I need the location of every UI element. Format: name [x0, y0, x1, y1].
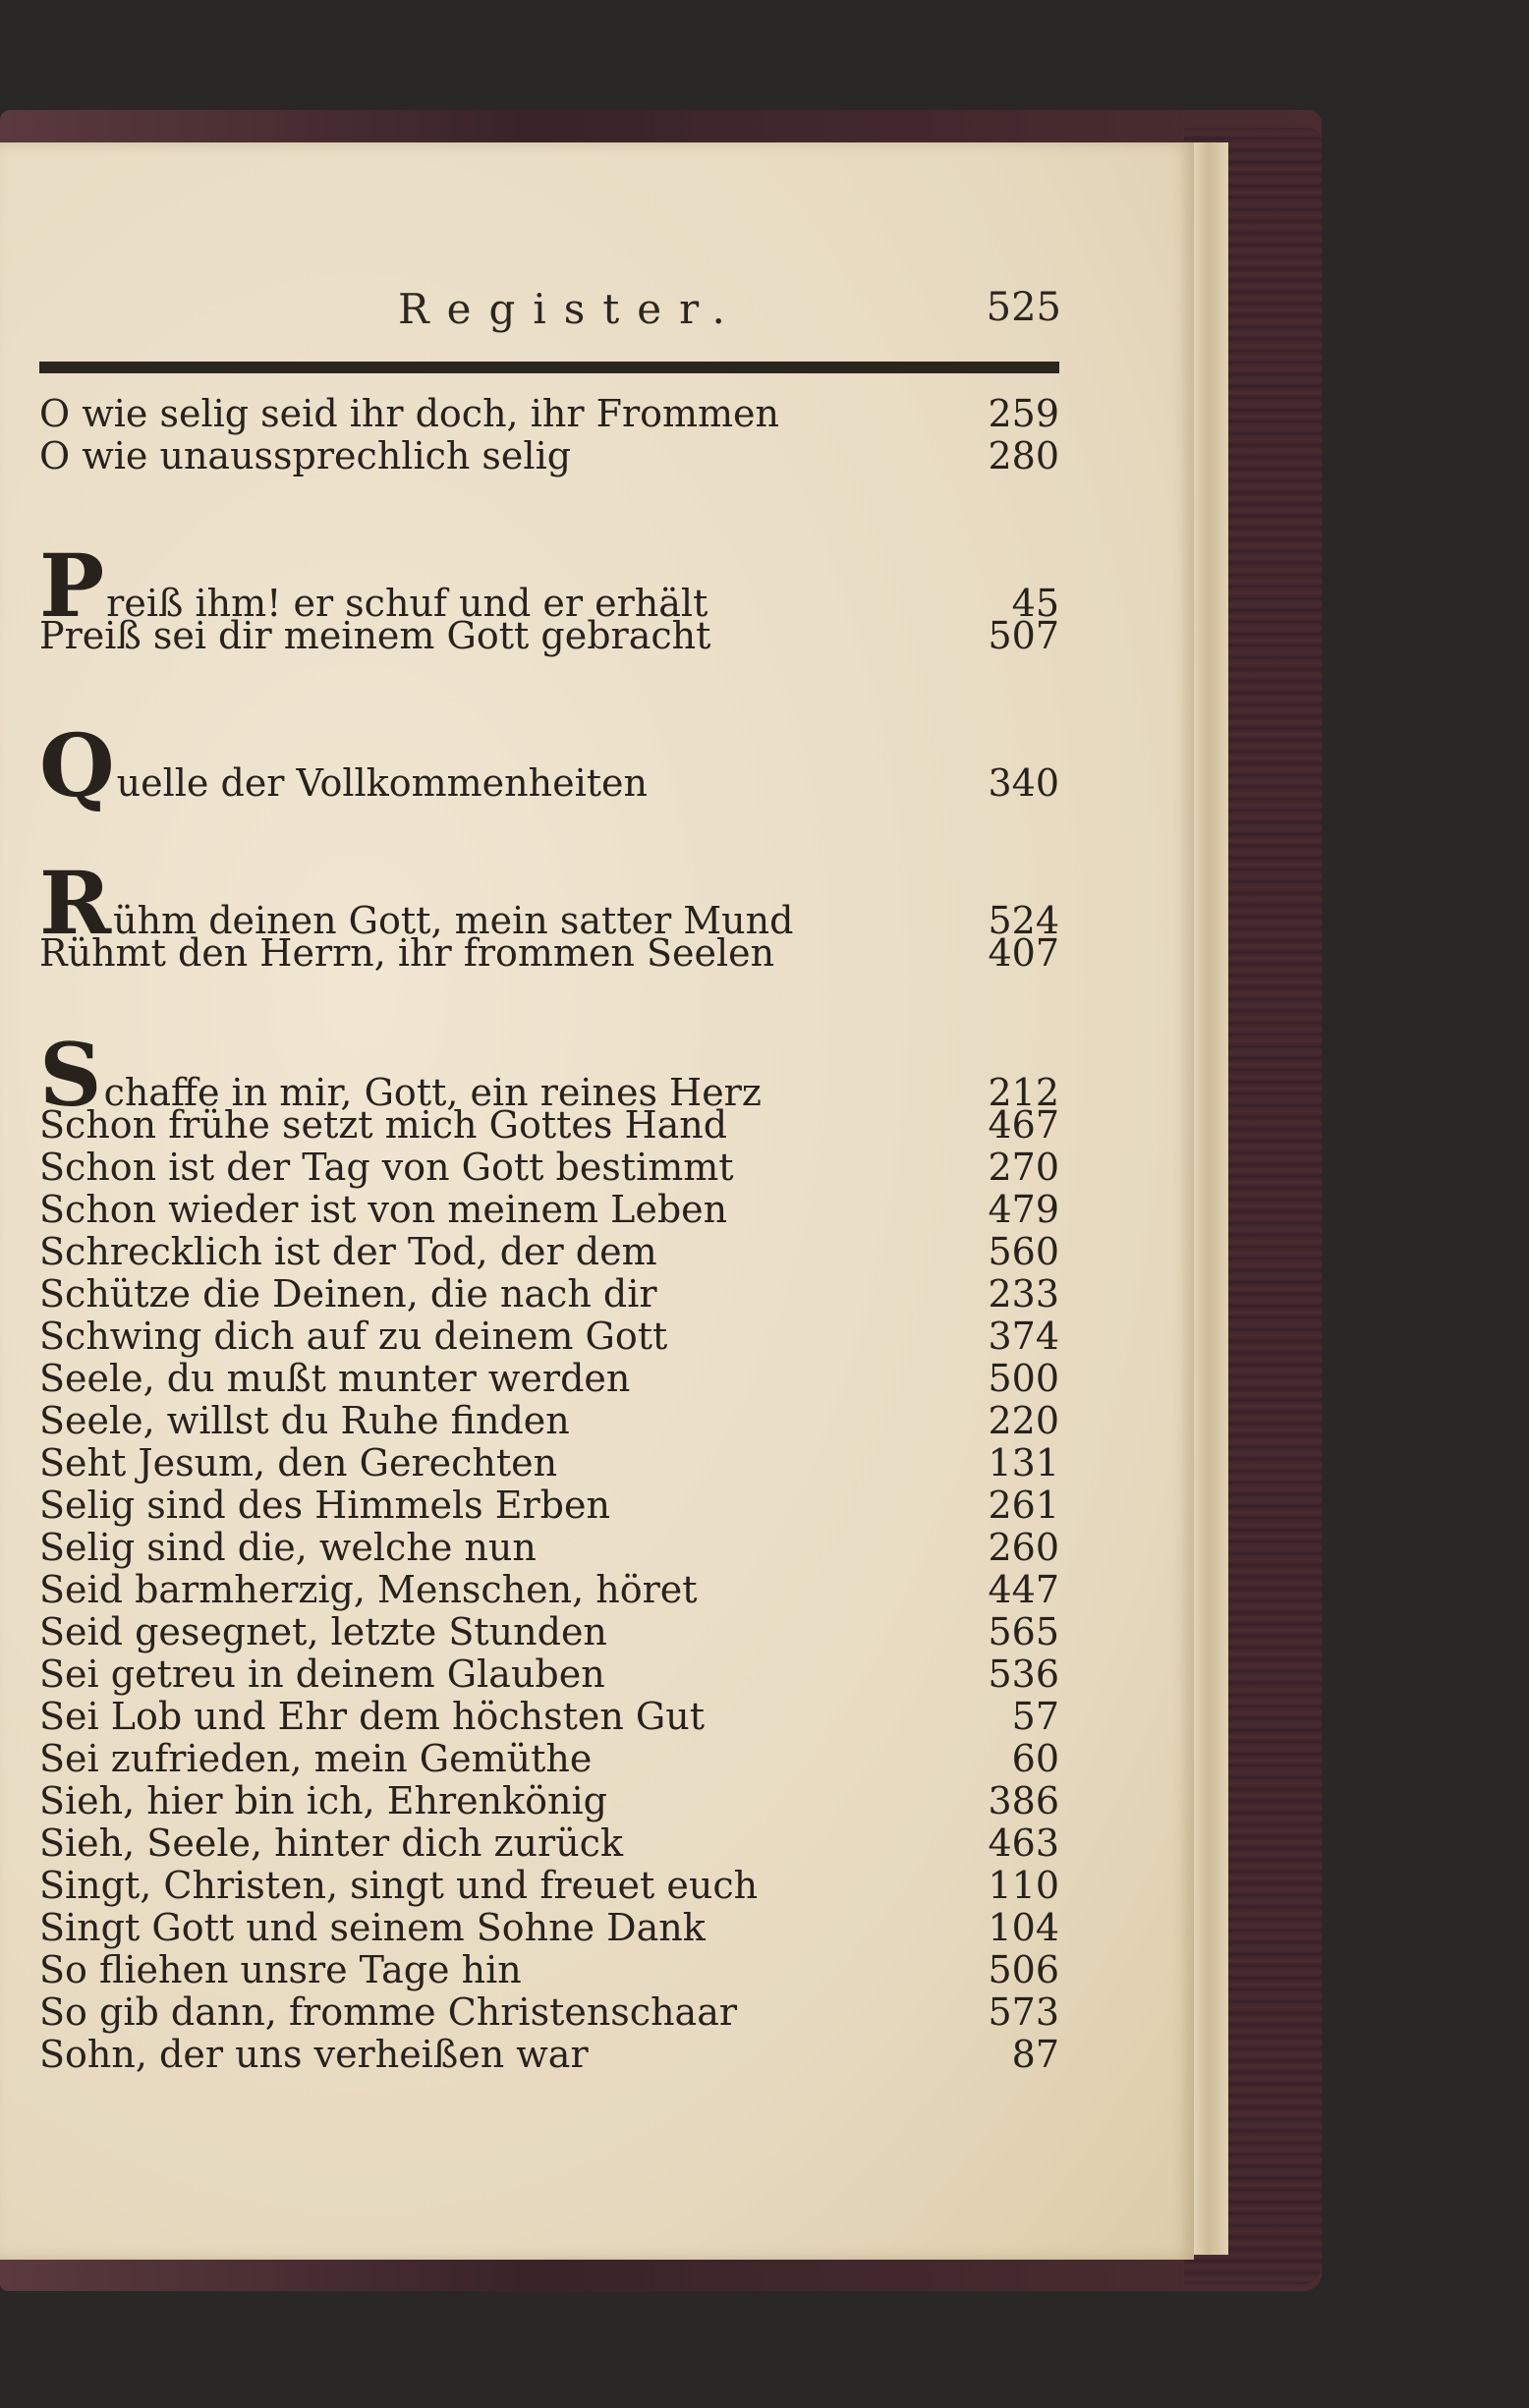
- index-entry: [39, 932, 1059, 975]
- entry-title: [39, 714, 648, 816]
- index-entry: [39, 1865, 1059, 1907]
- entry-page: 467: [988, 1103, 1059, 1147]
- entry-title: Schon ist der Tag von Gott bestimmt: [39, 1146, 734, 1189]
- entry-page: 261: [988, 1484, 1059, 1527]
- entry-page: 536: [988, 1652, 1059, 1696]
- index-entry: [39, 1991, 1059, 2034]
- entry-title: Sieh, hier bin ich, Ehrenkönig: [39, 1779, 607, 1822]
- entry-page: 479: [988, 1188, 1059, 1231]
- entry-title: Schütze die Deinen, die nach dir: [39, 1272, 657, 1316]
- entry-title: Sohn, der uns verheißen war: [39, 2033, 589, 2076]
- entry-title: Seele, du mußt munter werden: [39, 1357, 631, 1400]
- entry-title: Schon wieder ist von meinem Leben: [39, 1188, 728, 1231]
- index-entry: [39, 1780, 1059, 1822]
- index-entry: [39, 1822, 1059, 1865]
- index-entry: [39, 1104, 1059, 1147]
- entry-page: 57: [1011, 1695, 1059, 1738]
- entry-title: So gib dann, fromme Christenschaar: [39, 1990, 738, 2034]
- header-rule: [39, 362, 1059, 373]
- index-entry: [39, 1189, 1059, 1231]
- entry-page: 110: [988, 1864, 1059, 1907]
- index-entry-initial: [39, 714, 1059, 816]
- entry-title: Seht Jesum, den Gerechten: [39, 1441, 558, 1484]
- entry-page: 340: [988, 761, 1059, 805]
- entry-page: 374: [988, 1315, 1059, 1358]
- entry-page: 270: [988, 1146, 1059, 1189]
- index-entry: [39, 1358, 1059, 1400]
- entry-title-rest: reiß ihm! er schuf und er erhält: [106, 582, 708, 625]
- index-entry: [39, 435, 1059, 477]
- entry-page: 524: [988, 899, 1059, 942]
- entry-page: 60: [1011, 1737, 1059, 1780]
- entry-page: 573: [988, 1990, 1059, 2034]
- entry-page: 212: [988, 1071, 1059, 1114]
- entry-title-rest: uelle der Vollkommenheiten: [116, 761, 648, 805]
- entry-page: 260: [988, 1526, 1059, 1569]
- index-entry: [39, 1273, 1059, 1316]
- index-entry: [39, 1527, 1059, 1569]
- entry-title: O wie selig seid ihr doch, ihr Frommen: [39, 392, 780, 435]
- entry-page: 447: [988, 1568, 1059, 1611]
- entry-title: Selig sind die, welche nun: [39, 1526, 537, 1569]
- entry-page: 386: [988, 1779, 1059, 1822]
- entry-title: Schrecklich ist der Tod, der dem: [39, 1230, 657, 1273]
- index-entry: [39, 1738, 1059, 1780]
- index-entry: [39, 1569, 1059, 1611]
- entry-title: Sei zufrieden, mein Gemüthe: [39, 1737, 593, 1780]
- index-entry: [39, 1696, 1059, 1738]
- index-entry: [39, 1949, 1059, 1991]
- drop-initial: P: [39, 534, 105, 637]
- index-entry: [39, 1316, 1059, 1358]
- entry-page: 220: [988, 1399, 1059, 1442]
- entry-page: 131: [988, 1441, 1059, 1484]
- entry-title: Schwing dich auf zu deinem Gott: [39, 1315, 668, 1358]
- drop-initial: S: [39, 1024, 102, 1126]
- index-entry: [39, 1147, 1059, 1189]
- entry-title: Seid barmherzig, Menschen, höret: [39, 1568, 698, 1611]
- index-entry: [39, 1907, 1059, 1949]
- entry-page: 560: [988, 1230, 1059, 1273]
- entry-page: 280: [988, 434, 1059, 477]
- entry-page: 104: [988, 1906, 1059, 1949]
- entry-page: 407: [988, 931, 1059, 975]
- index-entry: [39, 1400, 1059, 1442]
- entry-title-rest: ühm deinen Gott, mein satter Mund: [113, 899, 794, 942]
- entry-title: Sei getreu in deinem Glauben: [39, 1652, 605, 1696]
- entry-title: Sieh, Seele, hinter dich zurück: [39, 1821, 623, 1865]
- entry-page: 565: [988, 1610, 1059, 1653]
- entry-title: Seele, willst du Ruhe finden: [39, 1399, 570, 1442]
- entry-title: Singt Gott und seinem Sohne Dank: [39, 1906, 706, 1949]
- entry-page: 506: [988, 1948, 1059, 1991]
- entry-page: 233: [988, 1272, 1059, 1316]
- entry-title-rest: chaffe in mir, Gott, ein reines Herz: [103, 1071, 762, 1114]
- page-number: 525: [986, 285, 1061, 330]
- index-entry: [39, 615, 1059, 657]
- entry-page: 87: [1011, 2033, 1059, 2076]
- entry-title: So fliehen unsre Tage hin: [39, 1948, 522, 1991]
- entry-page: 463: [988, 1821, 1059, 1865]
- index-entry: [39, 1484, 1059, 1527]
- entry-page: 500: [988, 1357, 1059, 1400]
- drop-initial: Q: [39, 714, 115, 816]
- index-list: [39, 393, 1059, 2076]
- entry-title: Rühmt den Herrn, ihr frommen Seelen: [39, 931, 775, 975]
- entry-page: 259: [988, 392, 1059, 435]
- entry-title: Sei Lob und Ehr dem höchsten Gut: [39, 1695, 706, 1738]
- entry-title: O wie unaussprechlich selig: [39, 434, 572, 477]
- index-entry: [39, 393, 1059, 435]
- drop-initial: R: [39, 852, 112, 954]
- running-head: [0, 285, 1061, 334]
- entry-page: 507: [988, 614, 1059, 657]
- index-entry: [39, 1611, 1059, 1653]
- entry-title: Schon frühe setzt mich Gottes Hand: [39, 1103, 728, 1147]
- index-entry: [39, 1231, 1059, 1273]
- entry-title: Singt, Christen, singt und freuet euch: [39, 1864, 759, 1907]
- index-entry: [39, 2034, 1059, 2076]
- page-title: Register.: [398, 285, 743, 333]
- entry-title: Selig sind des Himmels Erben: [39, 1484, 610, 1527]
- index-entry: [39, 1653, 1059, 1696]
- entry-title: Preiß sei dir meinem Gott gebracht: [39, 614, 711, 657]
- index-entry: [39, 1442, 1059, 1484]
- entry-title: Seid gesegnet, letzte Stunden: [39, 1610, 607, 1653]
- entry-page: 45: [1011, 582, 1059, 625]
